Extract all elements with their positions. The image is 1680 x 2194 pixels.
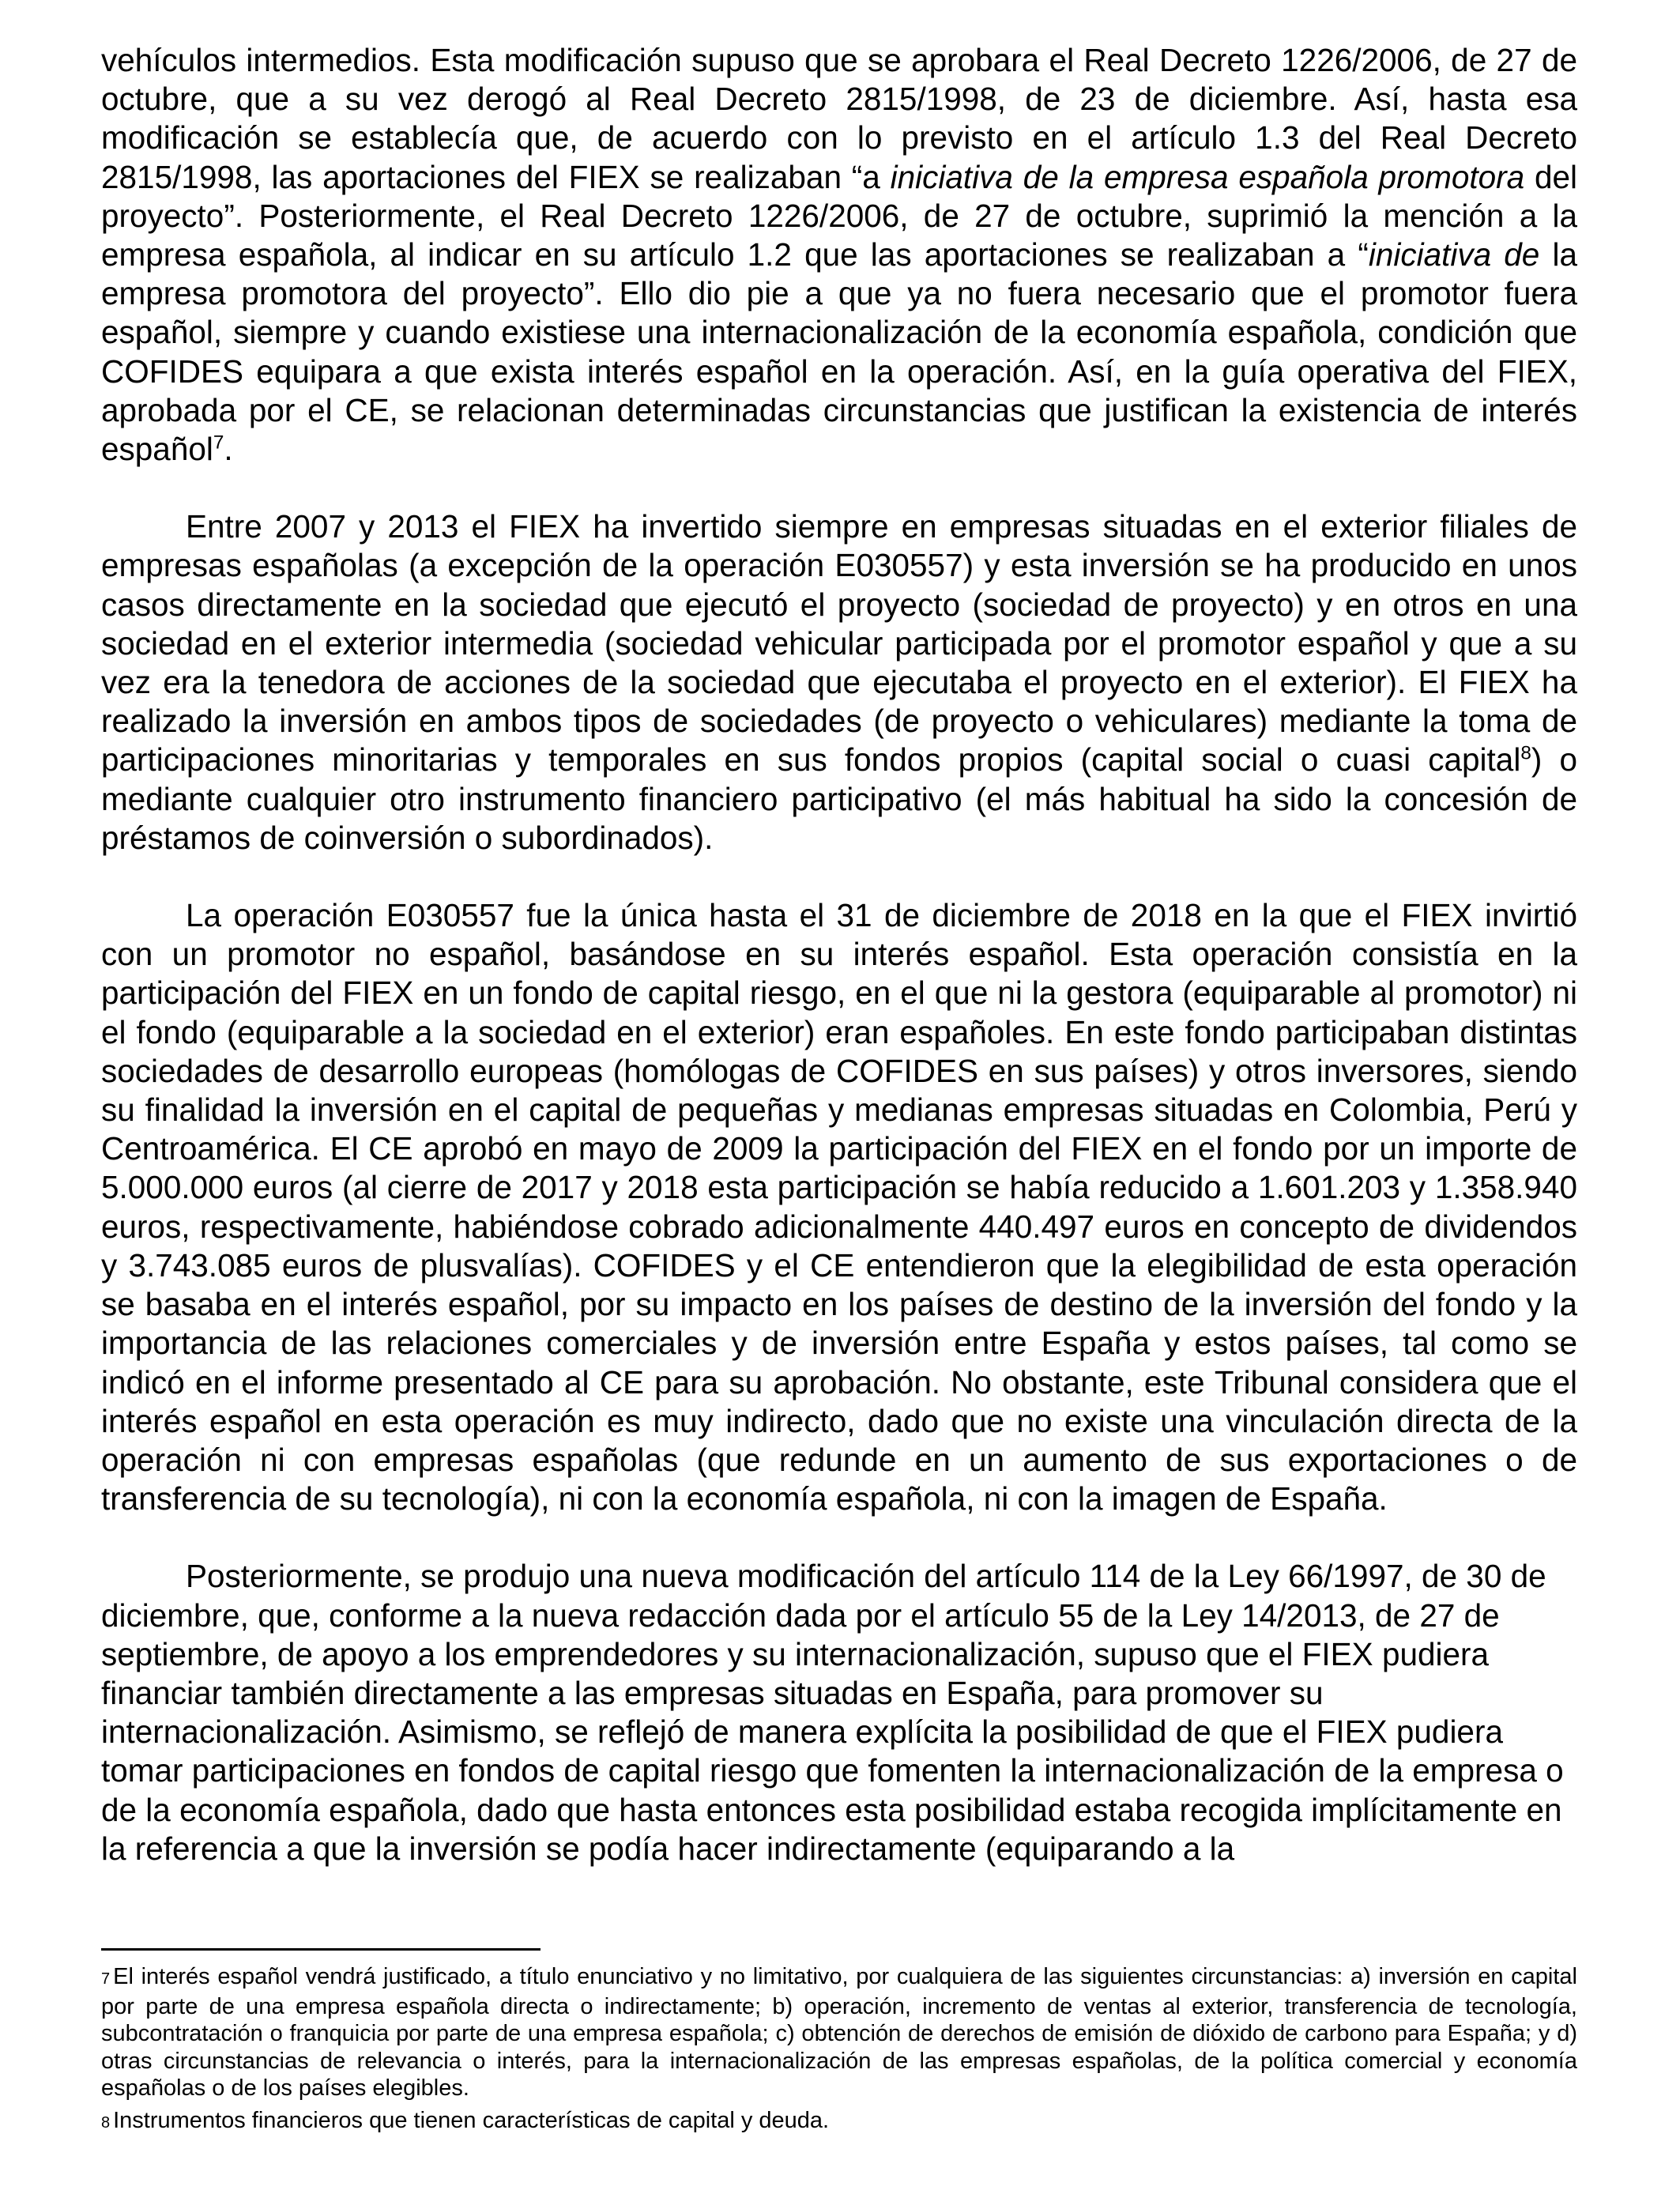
body-text: [101, 41, 1577, 1868]
footnote-7: [101, 1963, 1577, 2102]
footnote-text: Instrumentos financieros que tienen características de capital y deuda.: [113, 2107, 830, 2133]
footnote-8: [101, 2107, 1577, 2137]
paragraph-4: Posteriormente, se produjo una nueva modificación del artículo 114 de la Ley 66/1997, de 30 de diciembre, que, conforme a la nueva redacción dada por el artículo 55 de la Ley 14/2013, de 27 de septiembre, de apoyo a los emprendedores y su internacionalización, supuso que el FIEX pudiera financiar también directamente a las empresas situadas en España, para promover su internacionalización. Asimismo, se reflejó de manera explícita la posibilidad de que el FIEX pudiera tomar participaciones en fondos de capital riesgo que fomenten la internacionalización de la empresa o de la economía española, dado que hasta entonces esta posibilidad estaba recogida implícitamente en la referencia a que la inversión se podía hacer indirectamente (equiparando a la: [101, 1558, 1564, 1867]
quote-italic: iniciativa de la empresa española promotora: [890, 158, 1525, 195]
footnotes: [101, 1963, 1577, 2142]
footnote-ref-8[interactable]: 8: [1520, 742, 1531, 764]
paragraph-1: vehículos intermedios. Esta modificación supuso que se aprobara el Real Decreto 1226/2006, de 27 de octubre, que a su vez derogó al Real Decreto 2815/1998, de 23 de diciembre. Así, hasta esa modificación se establecía que, de acuerdo con lo previsto en el artículo 1.3 del Real Decreto 2815/1998, las aportaciones del FIEX se realizaban “a iniciativa de la empresa española promotora del proyecto”. Posteriormente, el Real Decreto 1226/2006, de 27 de octubre, suprimió la mención a la empresa española, al indicar en su artículo 1.2 que las aportaciones se realizaban a “iniciativa de la empresa promotora del proyecto”. Ello dio pie a que ya no fuera necesario que el promotor fuera español, siempre y cuando existiese una internacionalización de la economía española, condición que COFIDES equipara a que exista interés español en la operación. Así, en la guía operativa del FIEX, aprobada por el CE, se relacionan determinadas circunstancias que justifican la existencia de interés español$^7$.: [101, 42, 1578, 468]
footnote-text: El interés español vendrá justificado, a título enunciativo y no limitativo, por cualquiera de las siguientes circunstancias: a) inversión en capital por parte de una empresa española directa o indirectamente; b) operación, incremento de ventas al exterior, transferencia de tecnología, subcontratación o franquicia por parte de una empresa española; c) obtención de derechos de emisión de dióxido de carbono para España; y d) otras circunstancias de relevancia o interés, para la internacionalización de las empresas españolas, de la política comercial y economía españolas o de los países elegibles.: [101, 1964, 1577, 2102]
paragraph-2: Entre 2007 y 2013 el FIEX ha invertido siempre en empresas situadas en el exterior filiales de empresas españolas (a excepción de la operación E030557) y esta inversión se ha producido en unos casos directamente en la sociedad que ejecutó el proyecto (sociedad de proyecto) y en otros en una sociedad en el exterior intermedia (sociedad vehicular participada por el promotor español y que a su vez era la tenedora de acciones de la sociedad que ejecutaba el proyecto en el exterior). El FIEX ha realizado la inversión en ambos tipos de sociedades (de proyecto o vehiculares) mediante la toma de participaciones minoritarias y temporales en sus fondos propios (capital social o cuasi capital$^8$) o mediante cualquier otro instrumento financiero participativo (el más habitual ha sido la concesión de préstamos de coinversión o subordinados).: [101, 508, 1577, 856]
paragraph-3: La operación E030557 fue la única hasta el 31 de diciembre de 2018 en la que el FIEX invirtió con un promotor no español, basándose en su interés español. Esta operación consistía en la participación del FIEX en un fondo de capital riesgo, en el que ni la gestora (equiparable al promotor) ni el fondo (equiparable a la sociedad en el exterior) eran españoles. En este fondo participaban distintas sociedades de desarrollo europeas (homólogas de COFIDES en sus países) y otros inversores, siendo su finalidad la inversión en el capital de pequeñas y medianas empresas situadas en Colombia, Perú y Centroamérica. El CE aprobó en mayo de 2009 la participación del FIEX en el fondo por un importe de 5.000.000 euros (al cierre de 2017 y 2018 esta participación se había reducido a 1.601.203 y 1.358.940 euros, respectivamente, habiéndose cobrado adicionalmente 440.497 euros en concepto de dividendos y 3.743.085 euros de plusvalías). COFIDES y el CE entendieron que la elegibilidad de esta operación se basaba en el interés español, por su impacto en los países de destino de la inversión del fondo y la importancia de las relaciones comerciales y de inversión entre España y estos países, tal como se indicó en el informe presentado al CE para su aprobación. No obstante, este Tribunal considera que el interés español en esta operación es muy indirecto, dado que no existe una vinculación directa de la operación ni con empresas españolas (que redunde en un aumento de sus exportaciones o de transferencia de su tecnología), ni con la economía española, ni con la imagen de España.: [101, 897, 1577, 1517]
footnote-separator: [101, 1948, 541, 1951]
footnote-ref-7[interactable]: 7: [213, 432, 224, 454]
footnote-number: 8: [101, 2113, 111, 2132]
footnote-number: 7: [101, 1970, 111, 1988]
quote-italic: iniciativa de: [1368, 236, 1540, 273]
